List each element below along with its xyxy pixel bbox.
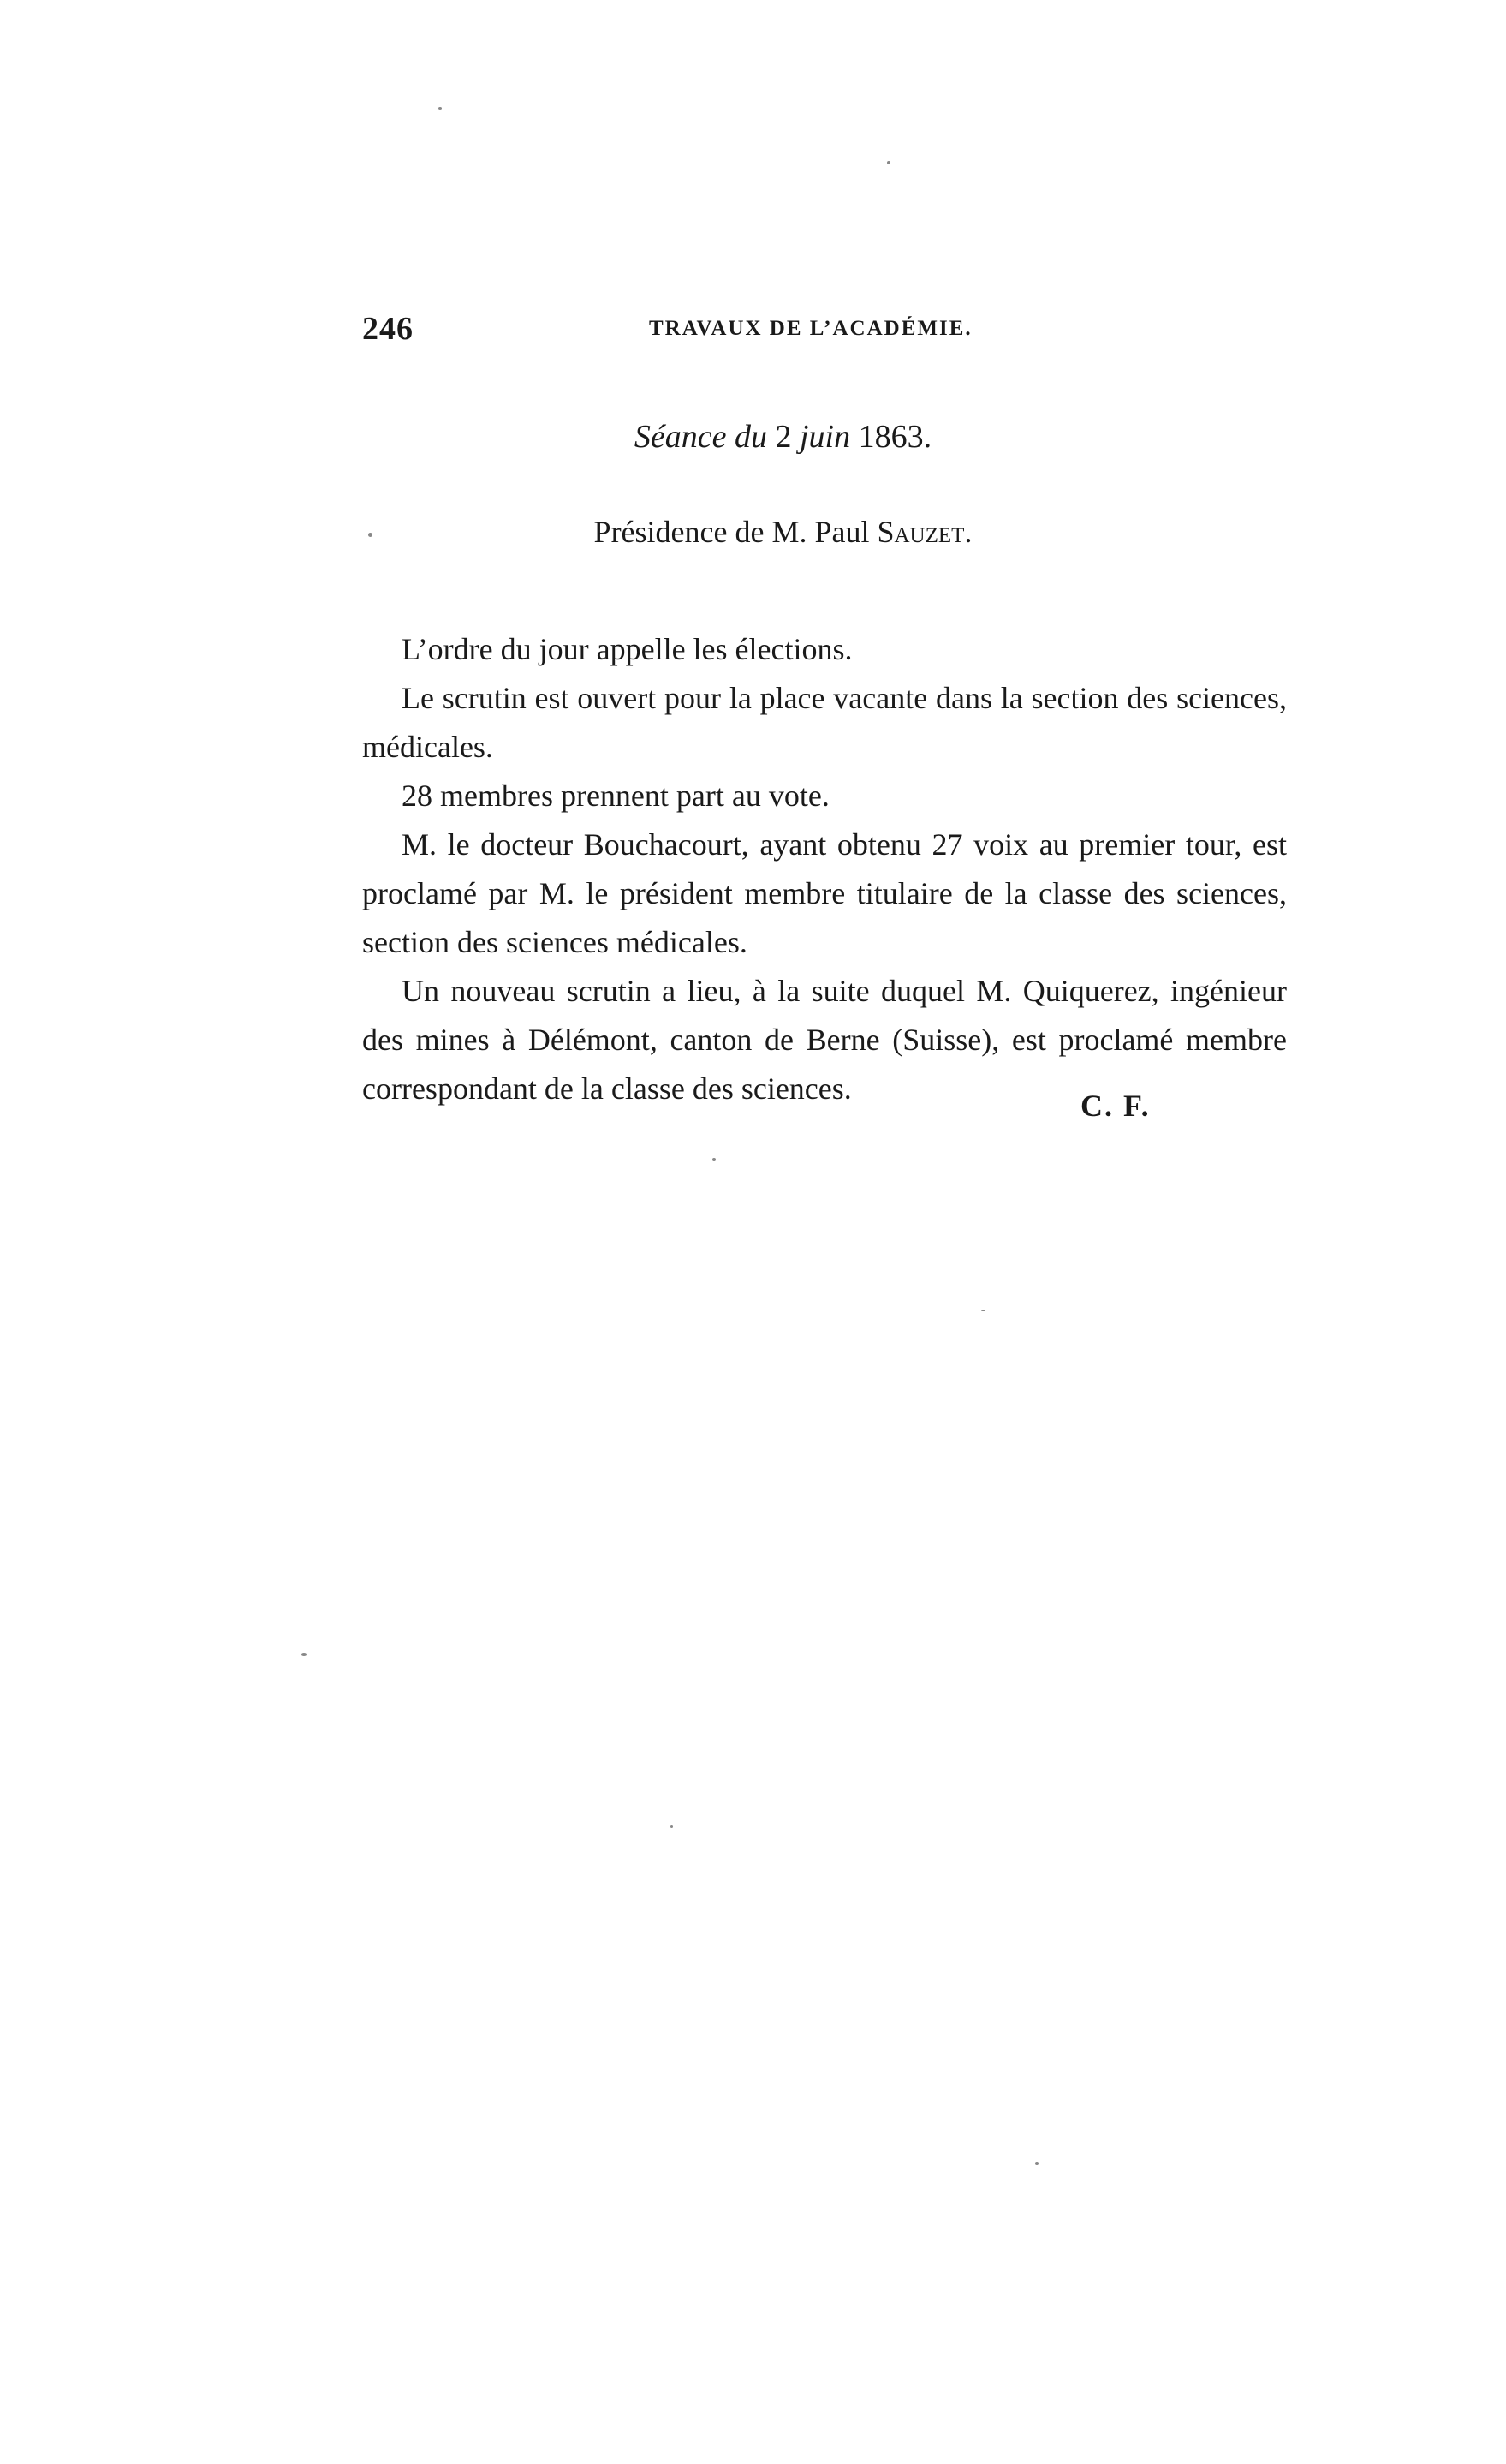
page-number: 246 — [362, 311, 414, 347]
presidency-prefix: Présidence de M. Paul — [593, 515, 870, 549]
scan-speck — [887, 161, 890, 164]
paragraph-agenda: L’ordre du jour appelle les élections. — [402, 632, 853, 666]
session-heading — [0, 418, 1506, 456]
session-year: 1863. — [858, 419, 932, 455]
body-text — [362, 625, 1287, 1113]
running-title: TRAVAUX DE L’ACADÉMIE. — [649, 317, 973, 340]
president-name: Sauzet — [877, 515, 965, 549]
presidency-suffix: . — [964, 515, 973, 549]
scan-speck — [712, 1158, 716, 1161]
scan-speck — [438, 107, 442, 110]
scan-speck — [981, 1310, 985, 1311]
scan-speck — [1035, 2162, 1039, 2165]
paragraph-ballot-open: Le scrutin est ouvert pour la place vacante dans la section des sciences, médicales. — [362, 681, 1287, 764]
paragraph-bouchacourt: M. le docteur Bouchacourt, ayant obtenu 27 voix au premier tour, est proclamé par M. le président membre titulaire de la classe des sciences, section des sciences médicales. — [362, 827, 1287, 959]
signature-initials: C. F. — [1080, 1089, 1151, 1123]
session-month: juin — [799, 419, 851, 455]
session-label: Séance du — [634, 419, 767, 455]
scan-speck — [301, 1653, 307, 1656]
presidency-line — [0, 514, 1506, 550]
scan-speck — [670, 1825, 673, 1828]
running-header — [362, 310, 1287, 353]
scan-speck — [368, 533, 372, 537]
paragraph-voters: 28 membres prennent part au vote. — [402, 779, 830, 813]
session-day: 2 — [775, 419, 792, 455]
paragraph-quiquerez: Un nouveau scrutin a lieu, à la suite duquel M. Quiquerez, ingénieur des mines à Délémont, canton de Berne (Suisse), est proclamé membre correspondant de la classe des sciences. — [362, 974, 1287, 1106]
